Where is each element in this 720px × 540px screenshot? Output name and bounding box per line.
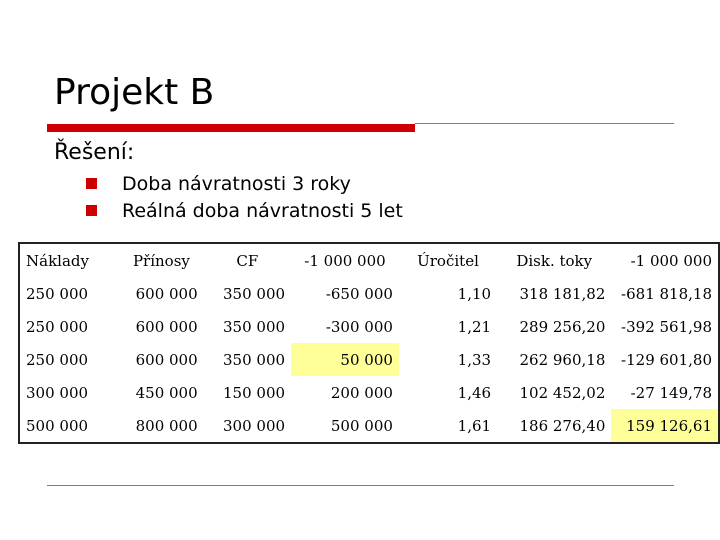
cell-cum-cf: -650 000 (325, 284, 393, 303)
cell-cum-cf: -300 000 (325, 317, 393, 336)
bullet-item (86, 170, 403, 197)
header-prinosy: Přínosy (132, 251, 190, 270)
header-initial-cf: -1 000 000 (304, 251, 386, 270)
cell-cum-disk: -392 561,98 (621, 317, 712, 336)
cell-cum-disk: -681 818,18 (621, 284, 712, 303)
table-row (19, 310, 719, 343)
cell-disk-toky: 289 256,20 (519, 317, 606, 336)
cell-disk-toky: 102 452,02 (519, 383, 606, 402)
table-header-row (19, 243, 719, 277)
cell-disk-toky: 262 960,18 (519, 350, 606, 369)
cell-urocitel: 1,33 (457, 350, 492, 369)
cell-prinosy: 600 000 (135, 350, 198, 369)
cell-urocitel: 1,46 (457, 383, 492, 402)
table-row (19, 409, 719, 443)
header-naklady: Náklady (26, 251, 89, 270)
table-row (19, 277, 719, 310)
solution-label: Řešení: (54, 140, 135, 165)
cell-disk-toky: 318 181,82 (519, 284, 606, 303)
cell-prinosy: 450 000 (135, 383, 198, 402)
slide-title: Projekt B (54, 72, 215, 113)
cell-cum-cf-payback-highlight: 50 000 (291, 343, 399, 376)
bullet-item (86, 197, 403, 224)
header-initial-disk: -1 000 000 (630, 251, 712, 270)
cell-urocitel: 1,21 (457, 317, 492, 336)
cell-naklady: 300 000 (26, 383, 89, 402)
square-bullet-icon (86, 178, 97, 189)
cell-naklady: 250 000 (26, 317, 89, 336)
header-cf: CF (236, 251, 259, 270)
cell-cf: 150 000 (223, 383, 286, 402)
bullet-text: Doba návratnosti 3 roky (122, 172, 351, 195)
header-disk-toky: Disk. toky (516, 251, 593, 270)
table-row (19, 376, 719, 409)
cell-prinosy: 600 000 (135, 317, 198, 336)
table-row (19, 343, 719, 376)
cell-prinosy: 600 000 (135, 284, 198, 303)
cell-cum-disk: -129 601,80 (621, 350, 712, 369)
title-underline-thick (47, 124, 415, 132)
title-underline-thin (415, 123, 674, 124)
cell-disk-toky: 186 276,40 (519, 416, 606, 435)
cell-naklady: 250 000 (26, 350, 89, 369)
cash-flow-table (18, 242, 720, 444)
bullet-text: Reálná doba návratnosti 5 let (122, 199, 403, 222)
cell-cf: 350 000 (223, 350, 286, 369)
cell-prinosy: 800 000 (135, 416, 198, 435)
cell-urocitel: 1,61 (457, 416, 492, 435)
cell-cum-cf: 500 000 (330, 416, 393, 435)
cell-naklady: 500 000 (26, 416, 89, 435)
cell-cf: 350 000 (223, 284, 286, 303)
footer-rule (47, 485, 674, 486)
cell-cf: 300 000 (223, 416, 286, 435)
cell-urocitel: 1,10 (457, 284, 492, 303)
bullet-list (86, 170, 403, 224)
cell-naklady: 250 000 (26, 284, 89, 303)
cell-cum-disk: -27 149,78 (630, 383, 712, 402)
square-bullet-icon (86, 205, 97, 216)
cell-cum-disk-payback-highlight: 159 126,61 (611, 409, 719, 443)
cell-cf: 350 000 (223, 317, 286, 336)
header-urocitel: Úročitel (417, 251, 479, 270)
cell-cum-cf: 200 000 (330, 383, 393, 402)
